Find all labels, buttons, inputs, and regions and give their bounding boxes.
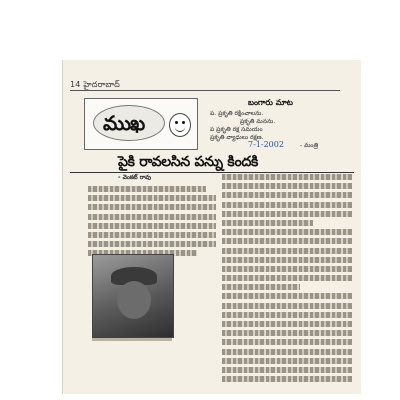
headline: పైకి రావలసిన పన్ను కిందకి [118, 154, 259, 170]
section-logo [84, 98, 198, 150]
quote-line: ప. ప్రకృతి రక్షించాలను. [210, 110, 264, 117]
article-column-right [222, 174, 352, 392]
photo-caption [92, 338, 172, 341]
logo-text: ముఖ [103, 111, 145, 135]
header-rule [70, 90, 340, 91]
quote-box-title: బంగారు మాట [248, 98, 293, 107]
quote-line: - మంత్రి [300, 142, 319, 149]
headline-rule [70, 172, 354, 173]
photo-face [117, 281, 151, 319]
article-photo [92, 254, 174, 338]
page-city: హైదరాబాద్ [83, 80, 120, 89]
quote-line: ప్రకృతి వ్యాధులు రక్షణ. [210, 134, 264, 141]
handwritten-date: 7-1-2002 [248, 140, 284, 149]
quote-line: ప్రకృతి మనను. [240, 118, 276, 125]
smiley-icon [169, 113, 191, 137]
page-number: 14 [70, 80, 81, 89]
quote-line: ప ప్రకృతి రక్ష సమయం [210, 126, 263, 133]
byline: - వెంకట్ రావు [118, 174, 152, 181]
